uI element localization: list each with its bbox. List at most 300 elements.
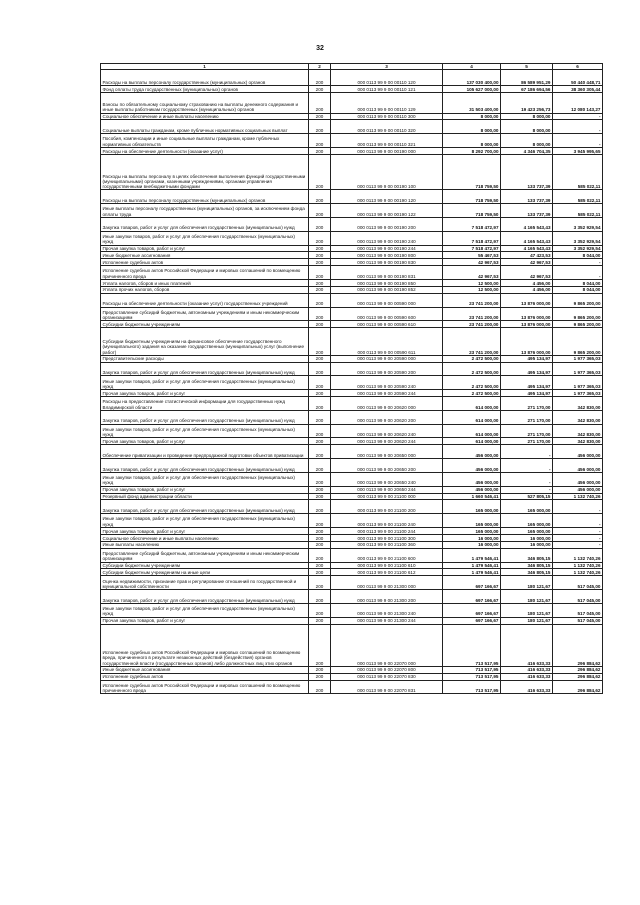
row-approved-cell: 2 472 500,00 [443, 376, 501, 390]
table-row [101, 190, 603, 204]
row-remaining-cell: 3 352 929,54 [553, 217, 603, 231]
row-kbk-cell: 000 0113 99 9 00 20650 240 [331, 472, 443, 486]
table-row [101, 576, 603, 590]
row-name-cell: Социальное обеспечение и иные выплаты населению [101, 113, 309, 120]
row-approved-cell: 614 000,00 [443, 424, 501, 438]
row-code-cell: 200 [309, 154, 331, 189]
row-executed-cell: 19 423 256,73 [501, 92, 553, 113]
row-executed-cell: 346 805,15 [501, 562, 553, 569]
row-executed-cell: 271 170,00 [501, 424, 553, 438]
row-name-cell: Иные выплаты персоналу государственных (муниципальных) органов, за исключением фонда оплаты труда [101, 204, 309, 218]
table-row [101, 92, 603, 113]
row-kbk-cell: 000 0113 99 9 00 00190 800 [331, 252, 443, 259]
table-row [101, 266, 603, 280]
row-kbk-cell: 000 0113 99 9 00 20650 000 [331, 445, 443, 459]
row-remaining-cell: 456 000,00 [553, 459, 603, 473]
row-remaining-cell: 517 045,00 [553, 617, 603, 624]
row-approved-cell: 1 479 546,41 [443, 569, 501, 576]
row-name-cell: Закупка товаров, работ и услуг для обеспечения государственных (муниципальных) нужд [101, 410, 309, 424]
row-name-cell: Предоставление субсидий бюджетным, автономным учреждениям и иным некоммерческим организациям [101, 307, 309, 321]
table-row [101, 424, 603, 438]
table-row [101, 438, 603, 445]
row-approved-cell: 165 000,00 [443, 514, 501, 528]
row-executed-cell: 271 170,00 [501, 410, 553, 424]
table-row [101, 590, 603, 604]
row-approved-cell: 8 000,00 [443, 113, 501, 120]
table-row [101, 666, 603, 673]
row-code-cell: 200 [309, 500, 331, 514]
row-code-cell: 200 [309, 307, 331, 321]
column-header: 3 [331, 64, 443, 70]
row-remaining-cell: 517 045,00 [553, 590, 603, 604]
row-approved-cell: 697 166,67 [443, 617, 501, 624]
row-code-cell: 200 [309, 376, 331, 390]
row-kbk-cell: 000 0113 99 9 00 00590 600 [331, 307, 443, 321]
row-kbk-cell: 000 0113 99 9 00 20620 240 [331, 424, 443, 438]
row-name-cell: Расходы на выплаты персоналу государственных (муниципальных) органов [101, 70, 309, 86]
row-remaining-cell: - [553, 113, 603, 120]
row-code-cell: 200 [309, 397, 331, 411]
row-kbk-cell: 000 0113 99 9 00 00190 100 [331, 154, 443, 189]
table-row [101, 231, 603, 245]
row-kbk-cell: 000 0113 99 9 00 00190 852 [331, 286, 443, 293]
row-approved-cell: 1 660 546,41 [443, 493, 501, 500]
row-kbk-cell: 000 0113 99 9 00 22070 000 [331, 624, 443, 666]
row-name-cell: Прочая закупка товаров, работ и услуг [101, 486, 309, 493]
table-row [101, 355, 603, 362]
row-remaining-cell: 456 000,00 [553, 472, 603, 486]
row-code-cell: 200 [309, 120, 331, 134]
row-remaining-cell: 585 022,11 [553, 190, 603, 204]
row-remaining-cell: 342 830,00 [553, 438, 603, 445]
row-kbk-cell: 000 0113 99 9 00 00110 121 [331, 86, 443, 93]
row-kbk-cell: 000 0113 99 9 00 00190 120 [331, 190, 443, 204]
column-header: 4 [443, 64, 501, 70]
row-approved-cell: 713 517,95 [443, 666, 501, 673]
row-name-cell: Социальное обеспечение и иные выплаты населению [101, 534, 309, 541]
row-remaining-cell: 585 022,11 [553, 204, 603, 218]
row-remaining-cell: - [553, 134, 603, 148]
row-kbk-cell: 000 0113 99 9 00 00590 610 [331, 321, 443, 328]
row-executed-cell: 8 000,00 [501, 113, 553, 120]
row-approved-cell: 31 503 400,00 [443, 92, 501, 113]
row-remaining-cell: 9 865 200,00 [553, 307, 603, 321]
row-approved-cell: 2 472 500,00 [443, 362, 501, 376]
row-kbk-cell: 000 0113 99 9 00 20590 240 [331, 376, 443, 390]
row-remaining-cell: 1 977 365,03 [553, 362, 603, 376]
row-approved-cell: 23 741 200,00 [443, 293, 501, 307]
table-row [101, 252, 603, 259]
row-code-cell: 200 [309, 424, 331, 438]
row-kbk-cell: 000 0113 99 9 00 20650 244 [331, 486, 443, 493]
row-name-cell: Иные выплаты населению [101, 541, 309, 548]
table-row [101, 514, 603, 528]
row-kbk-cell: 000 0113 99 9 00 21100 612 [331, 569, 443, 576]
row-approved-cell: 42 967,53 [443, 259, 501, 266]
table-row [101, 541, 603, 548]
row-name-cell: Обеспечение приватизации и проведение предпродажной подготовки объектов приватизации [101, 445, 309, 459]
table-row [101, 148, 603, 155]
row-remaining-cell: 1 132 740,26 [553, 548, 603, 562]
row-remaining-cell: 8 044,00 [553, 252, 603, 259]
row-remaining-cell: 456 000,00 [553, 445, 603, 459]
row-kbk-cell: 000 0113 99 9 00 00110 129 [331, 92, 443, 113]
row-name-cell: Исполнение судебных актов [101, 259, 309, 266]
row-executed-cell: 47 423,53 [501, 252, 553, 259]
row-name-cell: Закупка товаров, работ и услуг для обеспечения государственных (муниципальных) нужд [101, 500, 309, 514]
row-kbk-cell: 000 0113 99 9 00 00590 000 [331, 293, 443, 307]
row-approved-cell: 614 000,00 [443, 410, 501, 424]
row-kbk-cell: 000 0113 99 9 00 21100 610 [331, 562, 443, 569]
row-approved-cell: 2 472 500,00 [443, 390, 501, 397]
row-name-cell: Исполнение судебных актов Российской Федерации и мировых соглашений по возмещению причиненного вреда [101, 680, 309, 694]
row-approved-cell: 697 166,67 [443, 590, 501, 604]
table-row [101, 569, 603, 576]
row-executed-cell: 13 876 000,00 [501, 293, 553, 307]
row-remaining-cell: 3 945 995,65 [553, 148, 603, 155]
row-remaining-cell: 1 132 740,26 [553, 562, 603, 569]
row-executed-cell: 527 805,15 [501, 493, 553, 500]
table-row [101, 486, 603, 493]
row-name-cell: Закупка товаров, работ и услуг для обеспечения государственных (муниципальных) нужд [101, 217, 309, 231]
row-approved-cell: 614 000,00 [443, 397, 501, 411]
row-approved-cell: 16 000,00 [443, 534, 501, 541]
row-code-cell: 200 [309, 486, 331, 493]
row-executed-cell: 495 134,97 [501, 362, 553, 376]
row-code-cell: 200 [309, 673, 331, 680]
row-remaining-cell: - [553, 528, 603, 535]
row-name-cell: Уплата прочих налогов, сборов [101, 286, 309, 293]
row-remaining-cell: - [553, 500, 603, 514]
row-executed-cell: 416 633,33 [501, 624, 553, 666]
row-name-cell: Субсидии бюджетным учреждениям на иные цели [101, 569, 309, 576]
table-row [101, 154, 603, 189]
row-approved-cell: 8 000,00 [443, 134, 501, 148]
row-kbk-cell: 000 0113 99 9 00 20590 000 [331, 355, 443, 362]
row-executed-cell: 13 876 000,00 [501, 307, 553, 321]
row-code-cell: 200 [309, 92, 331, 113]
row-code-cell: 200 [309, 541, 331, 548]
table-row [101, 617, 603, 624]
row-name-cell: Оценка недвижимости, признание прав и регулирование отношений по государственной и муниципальной собственности [101, 576, 309, 590]
table-row [101, 286, 603, 293]
row-kbk-cell: 000 0113 99 9 00 21100 360 [331, 541, 443, 548]
row-approved-cell: 456 000,00 [443, 459, 501, 473]
table-row [101, 113, 603, 120]
table-row [101, 245, 603, 252]
row-name-cell: Иные закупки товаров, работ и услуг для обеспечения государственных (муниципальных) нужд [101, 376, 309, 390]
row-approved-cell: 12 500,00 [443, 286, 501, 293]
row-approved-cell: 55 467,53 [443, 252, 501, 259]
table-row [101, 472, 603, 486]
row-remaining-cell: 1 977 365,03 [553, 355, 603, 362]
row-name-cell: Социальные выплаты гражданам, кроме публичных нормативных социальных выплат [101, 120, 309, 134]
row-executed-cell: 4 165 543,43 [501, 245, 553, 252]
table-row [101, 204, 603, 218]
row-kbk-cell: 000 0113 99 9 00 00190 122 [331, 204, 443, 218]
column-header: 6 [553, 64, 603, 70]
row-kbk-cell: 000 0113 99 9 00 20650 200 [331, 459, 443, 473]
row-name-cell: Расходы на выплаты персоналу в целях обеспечения выполнения функций государственными (муниципальными) органами, казенными учреждениями, органами управления государственными внебюджетными фондами [101, 154, 309, 189]
row-remaining-cell: 585 022,11 [553, 154, 603, 189]
page-number: 32 [316, 45, 324, 52]
row-executed-cell: 4 165 543,43 [501, 231, 553, 245]
table-row [101, 528, 603, 535]
row-code-cell: 200 [309, 534, 331, 541]
row-code-cell: 200 [309, 355, 331, 362]
row-code-cell: 200 [309, 603, 331, 617]
row-name-cell: Иные закупки товаров, работ и услуг для обеспечения государственных (муниципальных) нужд [101, 424, 309, 438]
row-kbk-cell: 000 0113 99 9 00 21300 000 [331, 576, 443, 590]
row-kbk-cell: 000 0113 99 9 00 21100 244 [331, 528, 443, 535]
row-code-cell: 200 [309, 252, 331, 259]
row-executed-cell: 271 170,00 [501, 438, 553, 445]
row-remaining-cell: 517 045,00 [553, 576, 603, 590]
row-approved-cell: 713 517,95 [443, 624, 501, 666]
row-name-cell: Иные закупки товаров, работ и услуг для обеспечения государственных (муниципальных) нужд [101, 231, 309, 245]
row-name-cell: Исполнение судебных актов [101, 673, 309, 680]
row-code-cell: 200 [309, 279, 331, 286]
row-remaining-cell: - [553, 259, 603, 266]
row-executed-cell: 13 876 000,00 [501, 321, 553, 328]
row-code-cell: 200 [309, 245, 331, 252]
row-kbk-cell: 000 0113 99 9 00 00190 000 [331, 148, 443, 155]
row-remaining-cell: - [553, 541, 603, 548]
row-code-cell: 200 [309, 548, 331, 562]
table-row [101, 562, 603, 569]
row-code-cell: 200 [309, 134, 331, 148]
row-executed-cell: 495 134,97 [501, 376, 553, 390]
row-remaining-cell: 296 884,62 [553, 680, 603, 694]
row-code-cell: 200 [309, 328, 331, 356]
row-remaining-cell: 3 352 929,54 [553, 245, 603, 252]
row-kbk-cell: 000 0113 99 9 00 20620 200 [331, 410, 443, 424]
row-name-cell: Расходы на предоставление статистической информации для государственных нужд Владимирской области [101, 397, 309, 411]
row-executed-cell: 8 000,00 [501, 134, 553, 148]
row-approved-cell: 7 518 472,97 [443, 245, 501, 252]
table-row [101, 445, 603, 459]
row-code-cell: 200 [309, 569, 331, 576]
budget-execution-table [100, 63, 603, 694]
table-row [101, 603, 603, 617]
row-executed-cell: 8 000,00 [501, 120, 553, 134]
row-name-cell: Пособия, компенсации и иные социальные выплаты гражданам, кроме публичных нормативных обязательств [101, 134, 309, 148]
row-kbk-cell: 000 0113 99 9 00 20590 200 [331, 362, 443, 376]
table-row [101, 70, 603, 86]
row-code-cell: 200 [309, 293, 331, 307]
row-remaining-cell: 3 352 929,54 [553, 231, 603, 245]
table-row [101, 410, 603, 424]
row-name-cell: Закупка товаров, работ и услуг для обеспечения государственных (муниципальных) нужд [101, 459, 309, 473]
row-executed-cell: 13 876 000,00 [501, 328, 553, 356]
row-remaining-cell: 296 884,62 [553, 673, 603, 680]
table-row [101, 624, 603, 666]
row-executed-cell: 4 346 704,35 [501, 148, 553, 155]
row-name-cell: Иные закупки товаров, работ и услуг для обеспечения государственных (муниципальных) нужд [101, 472, 309, 486]
row-approved-cell: 23 741 200,00 [443, 307, 501, 321]
row-name-cell: Расходы на обеспечение деятельности (оказание услуг) [101, 148, 309, 155]
row-approved-cell: 718 759,50 [443, 204, 501, 218]
row-executed-cell: 133 737,39 [501, 190, 553, 204]
table-row [101, 321, 603, 328]
table-row [101, 328, 603, 356]
row-name-cell: Субсидии бюджетным учреждениям [101, 562, 309, 569]
row-remaining-cell: - [553, 534, 603, 541]
row-approved-cell: 456 000,00 [443, 486, 501, 493]
row-kbk-cell: 000 0113 99 9 00 00590 611 [331, 328, 443, 356]
row-executed-cell: 16 000,00 [501, 541, 553, 548]
row-name-cell: Фонд оплаты труда государственных (муниципальных) органов [101, 86, 309, 93]
row-kbk-cell: 000 0113 99 9 00 22070 831 [331, 680, 443, 694]
table-row [101, 493, 603, 500]
table-row [101, 673, 603, 680]
row-code-cell: 200 [309, 362, 331, 376]
row-kbk-cell: 000 0113 99 9 00 00110 320 [331, 120, 443, 134]
row-remaining-cell: 9 865 200,00 [553, 321, 603, 328]
row-executed-cell: 42 967,53 [501, 266, 553, 280]
row-executed-cell: 495 134,97 [501, 355, 553, 362]
row-kbk-cell: 000 0113 99 9 00 21100 000 [331, 493, 443, 500]
row-name-cell: Иные закупки товаров, работ и услуг для обеспечения государственных (муниципальных) нужд [101, 603, 309, 617]
row-executed-cell: 416 633,33 [501, 666, 553, 673]
row-executed-cell: 4 456,00 [501, 279, 553, 286]
row-name-cell: Субсидии бюджетным учреждениям [101, 321, 309, 328]
row-remaining-cell: 1 132 740,26 [553, 493, 603, 500]
row-kbk-cell: 000 0113 99 9 00 00190 831 [331, 266, 443, 280]
row-kbk-cell: 000 0113 99 9 00 20620 000 [331, 397, 443, 411]
row-kbk-cell: 000 0113 99 9 00 21100 600 [331, 548, 443, 562]
row-approved-cell: 1 479 546,41 [443, 548, 501, 562]
row-kbk-cell: 000 0113 99 9 00 21100 240 [331, 514, 443, 528]
row-kbk-cell: 000 0113 99 9 00 00190 240 [331, 231, 443, 245]
column-header: 5 [501, 64, 553, 70]
row-executed-cell: 180 121,67 [501, 576, 553, 590]
table-row [101, 120, 603, 134]
table-row [101, 459, 603, 473]
row-remaining-cell: 1 132 740,26 [553, 569, 603, 576]
table-row [101, 397, 603, 411]
row-name-cell: Субсидии бюджетным учреждениям на финансовое обеспечение государственного (муниципального) задания на оказание государственных (муниципальных) услуг (выполнение работ) [101, 328, 309, 356]
row-remaining-cell: 9 865 200,00 [553, 328, 603, 356]
row-remaining-cell: 456 000,00 [553, 486, 603, 493]
row-executed-cell: - [501, 445, 553, 459]
table-row [101, 86, 603, 93]
row-name-cell: Прочая закупка товаров, работ и услуг [101, 245, 309, 252]
row-kbk-cell: 000 0113 99 9 00 00190 200 [331, 217, 443, 231]
row-executed-cell: 416 633,33 [501, 673, 553, 680]
row-executed-cell: 165 000,00 [501, 528, 553, 535]
row-remaining-cell: 1 977 365,03 [553, 390, 603, 397]
row-executed-cell: 180 121,67 [501, 617, 553, 624]
row-kbk-cell: 000 0113 99 9 00 00190 850 [331, 279, 443, 286]
row-name-cell: Иные бюджетные ассигнования [101, 666, 309, 673]
table-row [101, 293, 603, 307]
row-kbk-cell: 000 0113 99 9 00 21300 200 [331, 590, 443, 604]
row-approved-cell: 8 292 700,00 [443, 148, 501, 155]
row-remaining-cell: 342 830,00 [553, 410, 603, 424]
row-approved-cell: 7 518 472,97 [443, 231, 501, 245]
row-approved-cell: 16 000,00 [443, 541, 501, 548]
table-row [101, 217, 603, 231]
row-code-cell: 200 [309, 286, 331, 293]
row-executed-cell: 86 589 951,29 [501, 70, 553, 86]
row-name-cell: Исполнение судебных актов Российской Федерации и мировых соглашений по возмещению причиненного вреда [101, 266, 309, 280]
row-code-cell: 200 [309, 459, 331, 473]
row-kbk-cell: 000 0113 99 9 00 00190 244 [331, 245, 443, 252]
row-executed-cell: 133 737,39 [501, 154, 553, 189]
row-approved-cell: 42 967,53 [443, 266, 501, 280]
table-row [101, 376, 603, 390]
row-code-cell: 200 [309, 390, 331, 397]
row-executed-cell: 42 967,53 [501, 259, 553, 266]
row-approved-cell: 8 000,00 [443, 120, 501, 134]
row-executed-cell: 16 000,00 [501, 534, 553, 541]
column-header: 2 [309, 64, 331, 70]
row-kbk-cell: 000 0113 99 9 00 20620 244 [331, 438, 443, 445]
table-row [101, 259, 603, 266]
row-kbk-cell: 000 0113 99 9 00 20590 244 [331, 390, 443, 397]
row-code-cell: 200 [309, 528, 331, 535]
row-code-cell: 200 [309, 680, 331, 694]
row-executed-cell: 180 121,67 [501, 590, 553, 604]
row-code-cell: 200 [309, 70, 331, 86]
row-name-cell: Расходы на выплаты персоналу государственных (муниципальных) органов [101, 190, 309, 204]
row-approved-cell: 1 479 546,41 [443, 562, 501, 569]
row-executed-cell: 165 000,00 [501, 500, 553, 514]
row-remaining-cell: 38 360 305,44 [553, 86, 603, 93]
row-name-cell: Резервный фонд администрации области [101, 493, 309, 500]
row-remaining-cell: 342 830,00 [553, 424, 603, 438]
row-approved-cell: 165 000,00 [443, 500, 501, 514]
row-approved-cell: 12 500,00 [443, 279, 501, 286]
row-approved-cell: 2 472 500,00 [443, 355, 501, 362]
row-remaining-cell: 50 440 448,71 [553, 70, 603, 86]
row-code-cell: 200 [309, 438, 331, 445]
row-code-cell: 200 [309, 472, 331, 486]
table-row [101, 500, 603, 514]
row-code-cell: 200 [309, 562, 331, 569]
column-header: 1 [101, 64, 309, 70]
row-code-cell: 200 [309, 410, 331, 424]
row-name-cell: Иные закупки товаров, работ и услуг для обеспечения государственных (муниципальных) нужд [101, 514, 309, 528]
row-kbk-cell: 000 0113 99 9 00 00190 830 [331, 259, 443, 266]
row-executed-cell: 4 165 543,43 [501, 217, 553, 231]
row-kbk-cell: 000 0113 99 9 00 00110 120 [331, 70, 443, 86]
row-name-cell: Расходы на обеспечение деятельности (оказание услуг) государственных учреждений [101, 293, 309, 307]
row-name-cell: Прочая закупка товаров, работ и услуг [101, 390, 309, 397]
row-executed-cell: 4 456,00 [501, 286, 553, 293]
table-row [101, 680, 603, 694]
row-kbk-cell: 000 0113 99 9 00 00110 300 [331, 113, 443, 120]
row-name-cell: Прочая закупка товаров, работ и услуг [101, 438, 309, 445]
row-remaining-cell: 296 884,62 [553, 624, 603, 666]
row-code-cell: 200 [309, 217, 331, 231]
row-kbk-cell: 000 0113 99 9 00 21300 240 [331, 603, 443, 617]
table-row [101, 362, 603, 376]
row-name-cell: Иные бюджетные ассигнования [101, 252, 309, 259]
row-executed-cell: 180 121,67 [501, 603, 553, 617]
row-name-cell: Закупка товаров, работ и услуг для обеспечения государственных (муниципальных) нужд [101, 362, 309, 376]
table-row [101, 279, 603, 286]
table-row [101, 548, 603, 562]
row-remaining-cell: 12 080 143,27 [553, 92, 603, 113]
row-code-cell: 200 [309, 113, 331, 120]
row-remaining-cell: 296 884,62 [553, 666, 603, 673]
row-kbk-cell: 000 0113 99 9 00 22070 800 [331, 666, 443, 673]
row-code-cell: 200 [309, 204, 331, 218]
row-name-cell: Закупка товаров, работ и услуг для обеспечения государственных (муниципальных) нужд [101, 590, 309, 604]
row-executed-cell: 165 000,00 [501, 514, 553, 528]
